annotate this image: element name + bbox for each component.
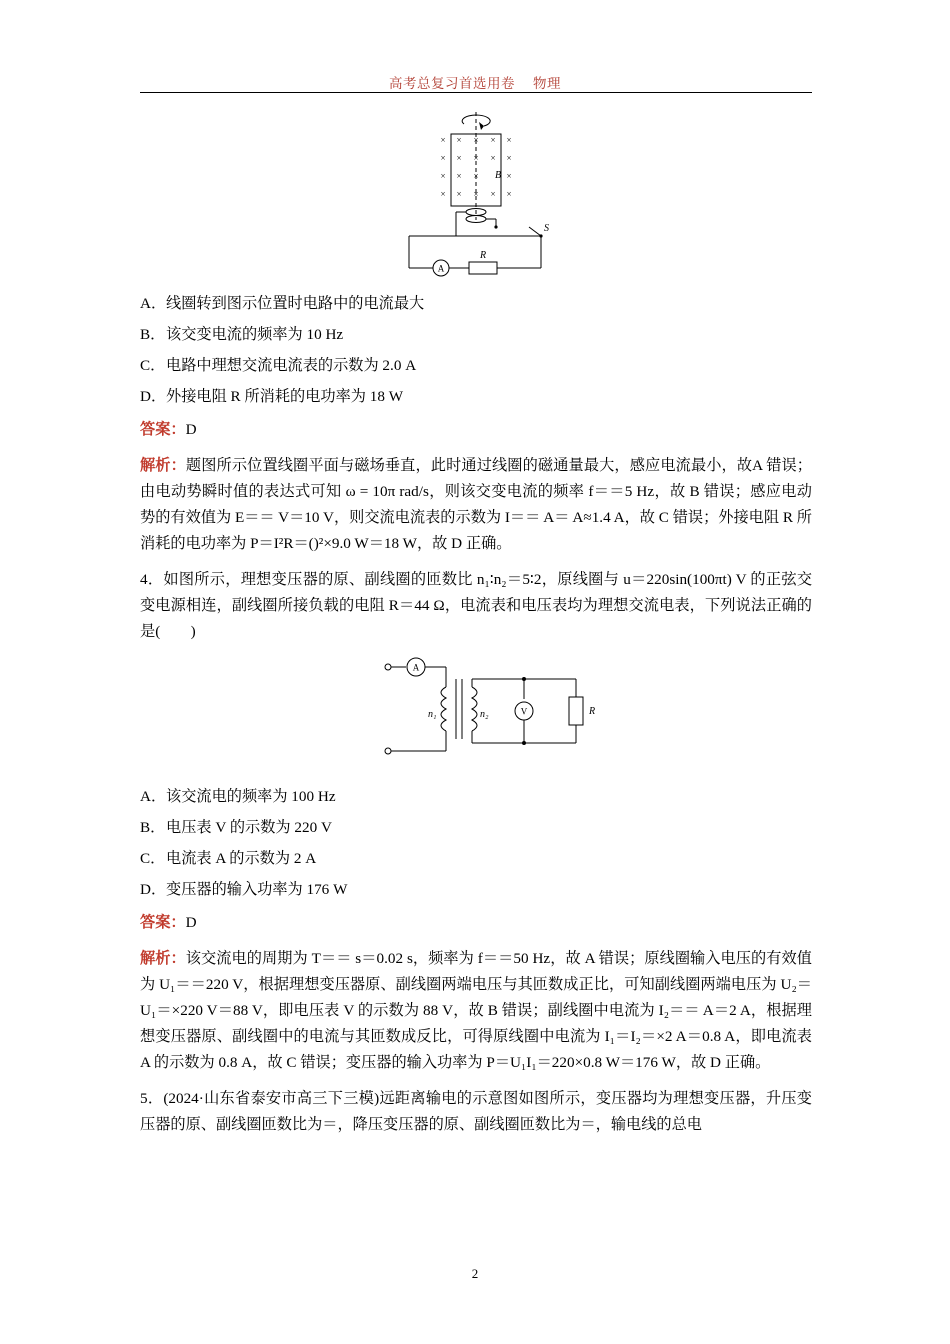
svg-text:×: × [456, 135, 462, 145]
q5-stem [140, 1086, 812, 1138]
q4-option-c [140, 848, 812, 870]
figure2-label-n1: n₁ [428, 709, 437, 720]
q4-explain-text: 该交流电的周期为 T＝＝ s＝0.02 s，频率为 f＝＝50 Hz，故 A 错误；原线圈输入电压的有效值为 U₁＝＝220 V，根据理想变压器原、副线圈两端电压与其匝数成正比，可知副线圈两端电压为 U₂＝U₁＝×220 V＝88 V，即电压表 V 的示数为 88 V，故 B 错误；副线圈中电流为 I₂＝＝ A＝2 A，根据理想变压器原、副线圈中的电流与其匝数成反比，可得原线圈中电流为 I₁＝I₂＝×2 A＝0.8 A，即电流表 A 的示数为 0.8 A，故 C 错误；变压器的输入功率为 P＝U₁I₁＝220×0.8 W＝176 W，故 D 正确。 [140, 950, 812, 1071]
q3-option-d-tag: D． [140, 388, 167, 405]
q4-option-c-tag: C． [140, 850, 166, 867]
q3-option-b [140, 324, 812, 346]
svg-text:×: × [506, 135, 512, 145]
q3-option-b-text: 该交变电流的频率为 10 Hz [166, 326, 344, 343]
q4-option-a [140, 786, 812, 808]
svg-text:×: × [473, 153, 479, 163]
q4-option-d-tag: D． [140, 881, 167, 898]
q4-option-a-text: 该交流电的频率为 100 Hz [166, 788, 336, 805]
q3-answer-label: 答案： [140, 421, 186, 438]
q3-option-c-text: 电路中理想交流电流表的示数为 2.0 A [166, 357, 417, 374]
header-title-right: 物理 [533, 76, 561, 91]
header-title-left: 高考总复习首选用卷 [389, 76, 515, 91]
q3-option-c-tag: C． [140, 357, 166, 374]
q4-option-d-text: 变压器的输入功率为 176 W [166, 881, 348, 898]
q3-explain-label: 解析： [140, 457, 186, 474]
svg-text:×: × [473, 189, 479, 199]
q4-option-b-tag: B． [140, 819, 166, 836]
figure2-label-A: A [412, 662, 420, 673]
q3-answer-value: D [185, 421, 197, 438]
q3-explain-text: 题图所示位置线圈平面与磁场垂直，此时通过线圈的磁通量最大，感应电流最小，故A 错误；由电动势瞬时值的表达式可知 ω = 10π rad/s，则该交变电流的频率 f＝＝5 Hz，故 B 错误；感应电动势的有效值为 E＝＝ V＝10 V，则交流电流表的示数为 I＝＝ A＝ A≈1.4 A，故 C 错误；外接电阻 R 所消耗的电功率为 P＝I²R＝()²×9.0 W＝18 W，故 D 正确。 [140, 457, 812, 552]
q3-option-c [140, 355, 812, 377]
document-content [140, 104, 812, 1144]
q4-option-b-text: 电压表 V 的示数为 220 V [166, 819, 332, 836]
q3-option-a-text: 线圈转到图示位置时电路中的电流最大 [166, 295, 425, 312]
figure1-label-R: R [479, 250, 487, 261]
figure1-label-S: S [544, 223, 549, 234]
q4-stem-text: 如图所示，理想变压器的原、副线圈的匝数比 n₁∶n₂＝5∶2，原线圈与 u＝220sin(100πt) V 的正弦交变电源相连，副线圈所接负载的电阻 R＝44 Ω，电流表和电压表均为理想交流电表，下列说法正确的是( ) [140, 571, 813, 640]
q3-option-d-text: 外接电阻 R 所消耗的电功率为 18 W [166, 388, 404, 405]
svg-text:×: × [506, 153, 512, 163]
q4-answer [140, 910, 812, 936]
q4-option-d [140, 879, 812, 901]
svg-text:×: × [456, 171, 462, 181]
page-number: 2 [471, 1266, 479, 1281]
q4-option-c-text: 电流表 A 的示数为 2 A [166, 850, 317, 867]
q5-stem-text: (2024·山东省泰安市高三下三模)远距离输电的示意图如图所示，变压器均为理想变压器，升压变压器的原、副线圈匝数比为＝，降压变压器的原、副线圈匝数比为＝，输电线的总电 [140, 1090, 812, 1133]
svg-text:×: × [440, 171, 446, 181]
svg-text:×: × [473, 171, 479, 181]
q3-explanation [140, 453, 812, 557]
svg-text:×: × [456, 153, 462, 163]
svg-text:×: × [456, 189, 462, 199]
svg-text:×: × [440, 153, 446, 163]
figure-transformer-svg [346, 651, 606, 769]
figure-rotating-coil [140, 108, 812, 283]
svg-text:×: × [440, 135, 446, 145]
q4-explain-label: 解析： [140, 950, 186, 967]
q3-answer [140, 417, 812, 443]
q4-number: 4． [140, 571, 164, 588]
q4-stem [140, 567, 812, 645]
q3-option-a [140, 293, 812, 315]
q4-answer-label: 答案： [140, 914, 186, 931]
q3-option-d [140, 386, 812, 408]
header-divider [140, 92, 812, 93]
svg-text:×: × [490, 153, 496, 163]
q5-number: 5． [140, 1090, 164, 1107]
svg-text:×: × [506, 171, 512, 181]
q4-option-b [140, 817, 812, 839]
figure-rotating-coil-svg [351, 108, 601, 280]
svg-text:×: × [490, 189, 496, 199]
figure2-label-n2: n₂ [480, 709, 489, 720]
svg-text:×: × [490, 135, 496, 145]
q4-option-a-tag: A． [140, 788, 167, 805]
svg-text:×: × [473, 135, 479, 145]
svg-text:×: × [440, 189, 446, 199]
q4-answer-value: D [185, 914, 197, 931]
figure2-label-R: R [589, 706, 596, 717]
page-header [140, 72, 810, 92]
q4-explanation [140, 946, 812, 1076]
svg-text:×: × [506, 189, 512, 199]
figure1-label-B: B [495, 170, 502, 181]
q3-option-b-tag: B． [140, 326, 166, 343]
figure2-label-V: V [520, 706, 528, 717]
figure-transformer [140, 651, 812, 776]
q3-option-a-tag: A． [140, 295, 167, 312]
figure1-label-A: A [437, 263, 445, 274]
